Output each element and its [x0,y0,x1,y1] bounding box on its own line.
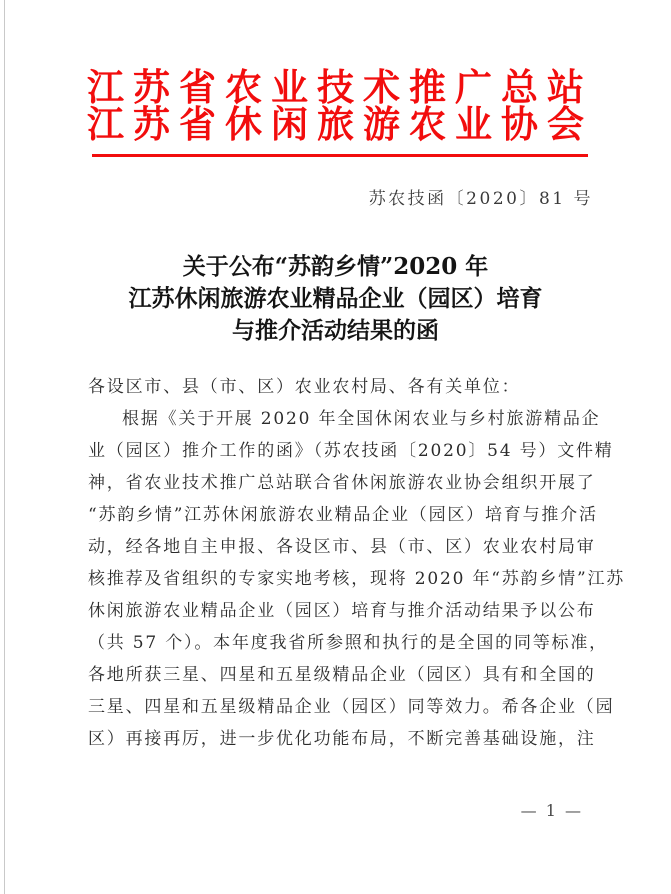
body-text-line: 动，经各地自主申报、各设区市、县（市、区）农业农村局审 [88,537,596,557]
body-salutation: 各设区市、县（市、区）农业农村局、各有关单位： [88,377,521,397]
title-line-1: 关于公布“苏韵乡情”2020 年 [182,253,489,280]
body-text-line: 业（园区）推介工作的函》（苏农技函〔2020〕54 号）文件精 [88,441,614,461]
body-text-line: （共 57 个）。本年度我省所参照和执行的是全国的同等标准， [88,633,608,653]
letterhead [0,65,671,146]
title-line-3: 与推介活动结果的函 [232,317,439,344]
body-text-line: 休闲旅游农业精品企业（园区）培育与推介活动结果予以公布 [88,601,596,621]
body-text-line: “苏韵乡情”江苏休闲旅游农业精品企业（园区）培育与推介活 [88,505,598,525]
body-text-line: 各地所获三星、四星和五星级精品企业（园区）具有和全国的 [88,665,596,685]
body-text-line: 根据《关于开展 2020 年全国休闲农业与乡村旅游精品企 [122,409,601,429]
body-text-line: 区）再接再厉，进一步优化功能布局，不断完善基础设施，注 [88,729,596,749]
body-text-line: 核推荐及省组织的专家实地考核，现将 2020 年“苏韵乡情”江苏 [88,569,626,589]
title-line-2: 江苏休闲旅游农业精品企业（园区）培育 [128,285,543,312]
letterhead-divider [92,154,588,157]
body-text-line: 神，省农业技术推广总站联合省休闲旅游农业协会组织开展了 [88,473,596,493]
org-name-line-1: 江苏省农业技术推广总站 [87,65,593,109]
org-name-line-2: 江苏省休闲旅游农业协会 [87,102,593,146]
document-title [0,251,671,347]
document-body [88,371,626,755]
document-number: 苏农技函〔2020〕81 号 [368,189,593,209]
page-number: — 1 — [520,801,583,820]
body-text-line: 三星、四星和五星级精品企业（园区）同等效力。希各企业（园 [88,697,615,717]
